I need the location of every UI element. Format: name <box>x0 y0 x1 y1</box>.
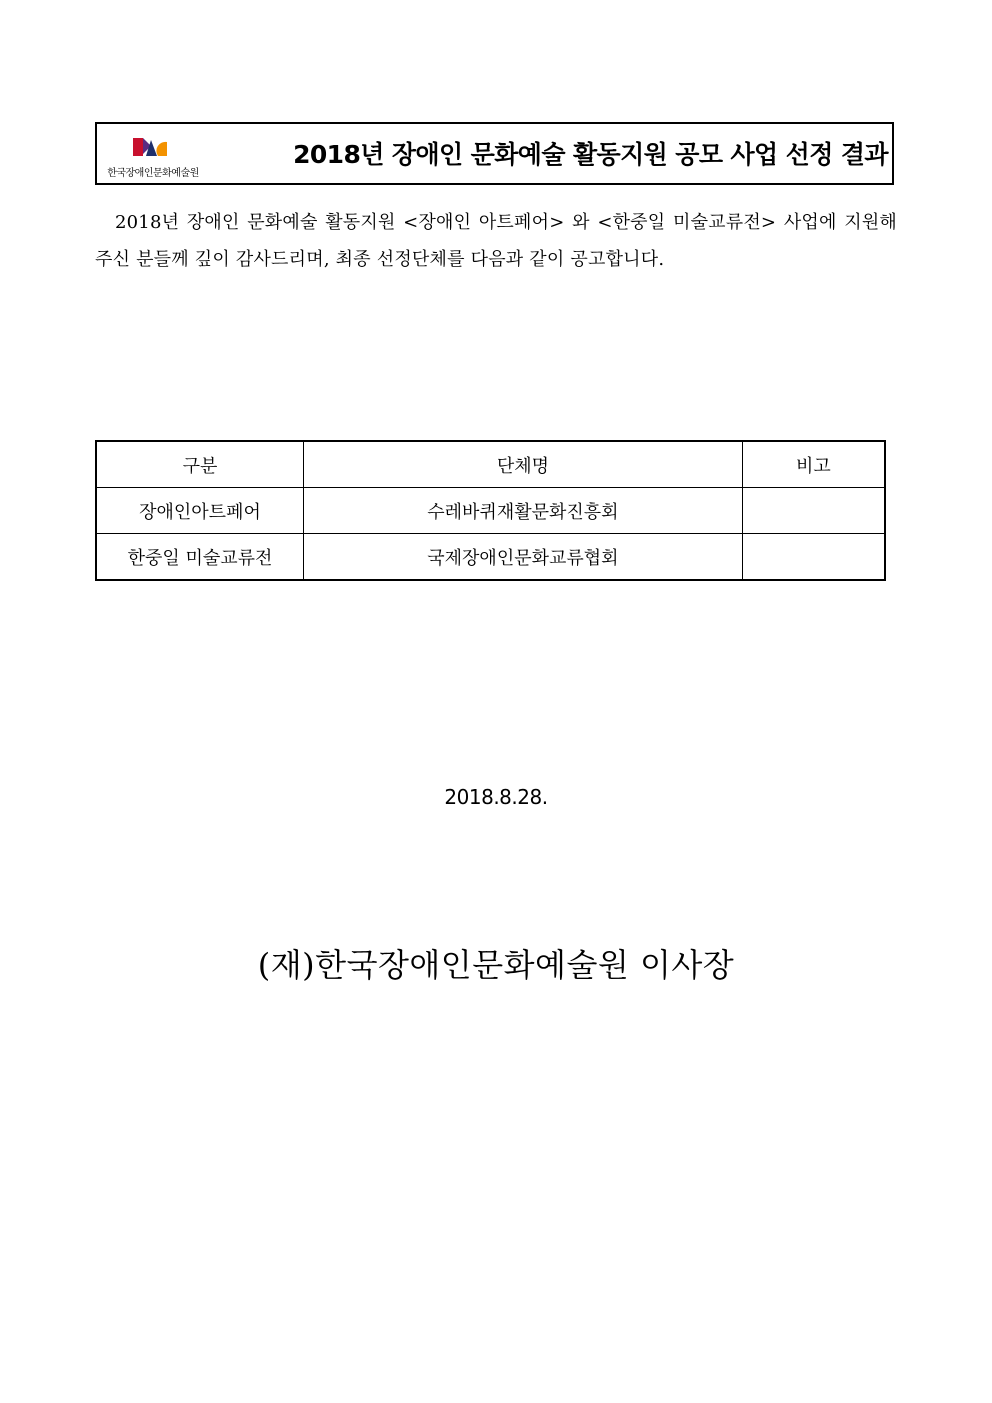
logo-text: 한국장애인문화예술원 <box>107 168 199 179</box>
column-header-category: 구분 <box>96 441 303 488</box>
selection-results-table <box>95 440 886 581</box>
table-row <box>96 534 885 581</box>
cell-note <box>742 488 885 534</box>
cell-organization: 국제장애인문화교류협회 <box>303 534 742 581</box>
intro-paragraph: 2018년 장애인 문화예술 활동지원 <장애인 아트페어> 와 <한중일 미술교류전> 사업에 지원해주신 분들께 깊이 감사드리며, 최종 선정단체를 다음과 같이 공고합니다. <box>95 212 897 270</box>
cell-note <box>742 534 885 581</box>
page-title: 2018년 장애인 문화예술 활동지원 공모 사업 선정 결과 <box>293 140 888 169</box>
signature-line: (재)한국장애인문화예술원 이사장 <box>257 946 735 984</box>
column-header-organization: 단체명 <box>303 441 742 488</box>
cell-category: 한중일 미술교류전 <box>96 534 303 581</box>
table-row <box>96 488 885 534</box>
organization-logo <box>103 132 203 180</box>
table-header-row <box>96 441 885 488</box>
cell-category: 장애인아트페어 <box>96 488 303 534</box>
title-box <box>95 122 894 185</box>
cell-organization: 수레바퀴재활문화진흥회 <box>303 488 742 534</box>
announcement-date: 2018.8.28. <box>444 785 548 809</box>
logo-mark-icon <box>131 134 175 162</box>
column-header-note: 비고 <box>742 441 885 488</box>
